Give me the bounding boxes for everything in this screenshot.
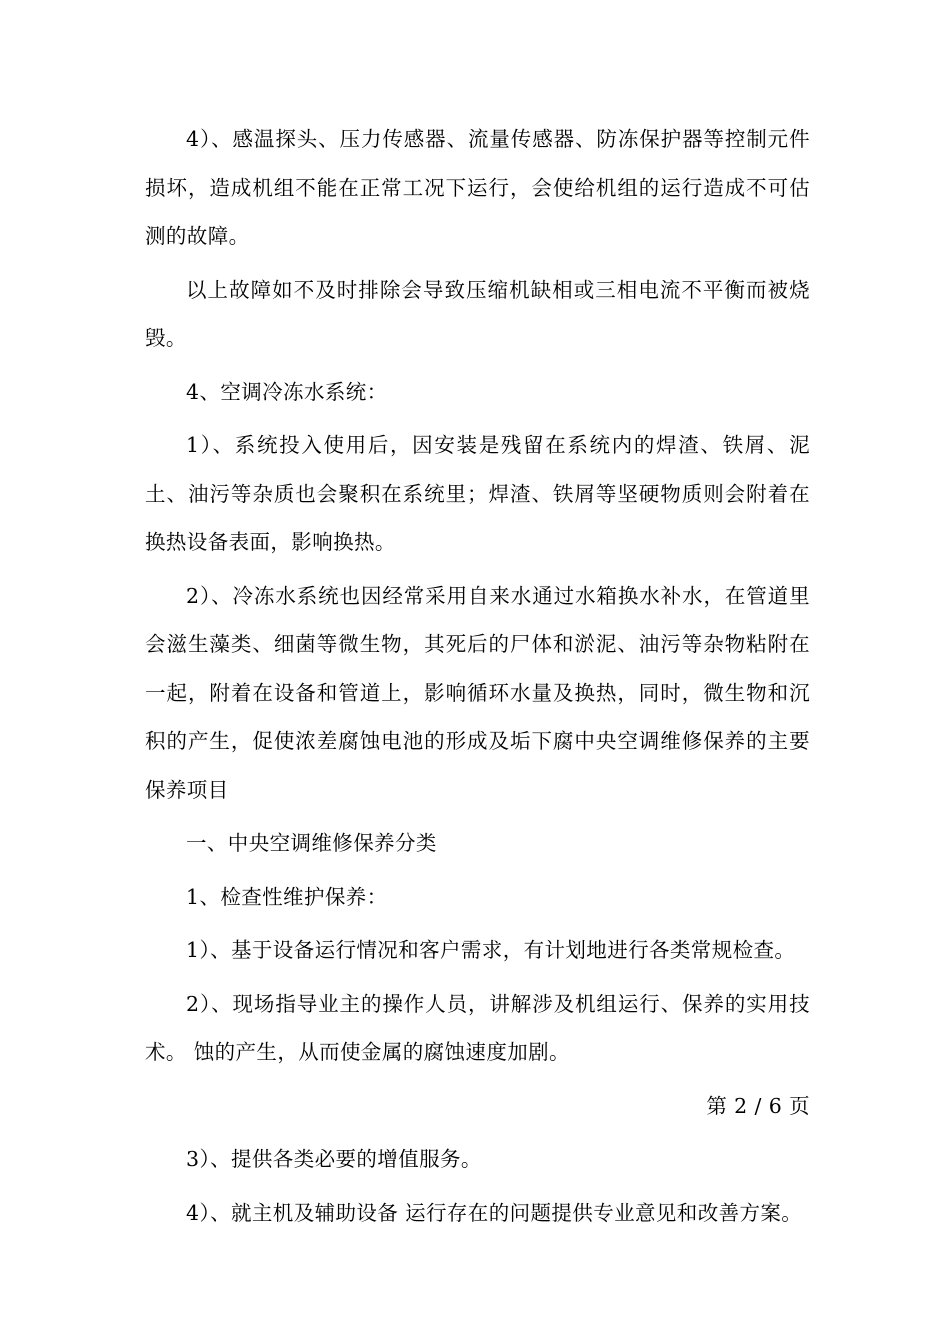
subsection-heading-inspection-maintenance: 1、检查性维护保养： — [186, 884, 388, 909]
paragraph-fault-consequence: 以上故障如不及时排除会导致压缩机缺相或三相电流不平衡而被烧毁。 — [145, 277, 810, 350]
paragraph-impurities: 1）、系统投入使用后，因安装是残留在系统内的焊渣、铁屑、泥土、油污等杂质也会聚积在系统里；焊渣、铁屑等坚硬物质则会附着在换热设备表面，影响换热。 — [145, 433, 810, 554]
paragraph-control-components: 4）、感温探头、压力传感器、流量传感器、防冻保护器等控制元件损坏，造成机组不能在正常工况下运行，会使给机组的运行造成不可估测的故障。 — [145, 127, 810, 248]
paragraph-onsite-guidance: 2）、现场指导业主的操作人员，讲解涉及机组运行、保养的实用技术。 蚀的产生，从而使金属的腐蚀速度加剧。 — [145, 991, 810, 1064]
paragraph-routine-inspection: 1）、基于设备运行情况和客户需求，有计划地进行各类常规检查。 — [186, 938, 796, 962]
paragraph-improvement-plans: 4）、就主机及辅助设备 运行存在的问题提供专业意见和改善方案。 — [186, 1200, 803, 1225]
page-number: 第 2 / 6 页 — [706, 1093, 810, 1118]
paragraph-value-added-services: 3）、提供各类必要的增值服务。 — [186, 1147, 482, 1171]
document-page — [145, 115, 810, 1242]
section-heading-chilled-water: 4、空调冷冻水系统： — [186, 379, 388, 404]
section-heading-maintenance-classification: 一、中央空调维修保养分类 — [186, 831, 437, 855]
paragraph-microorganisms: 2）、冷冻水系统也因经常采用自来水通过水箱换水补水，在管道里会滋生藻类、细菌等微生物，其死后的尸体和淤泥、油污等杂物粘附在一起，附着在设备和管道上，影响循环水量及换热，同时，微生物和沉积的产生，促使浓差腐蚀电池的形成及垢下腐中央空调维修保养的主要保养项目 — [145, 583, 810, 802]
